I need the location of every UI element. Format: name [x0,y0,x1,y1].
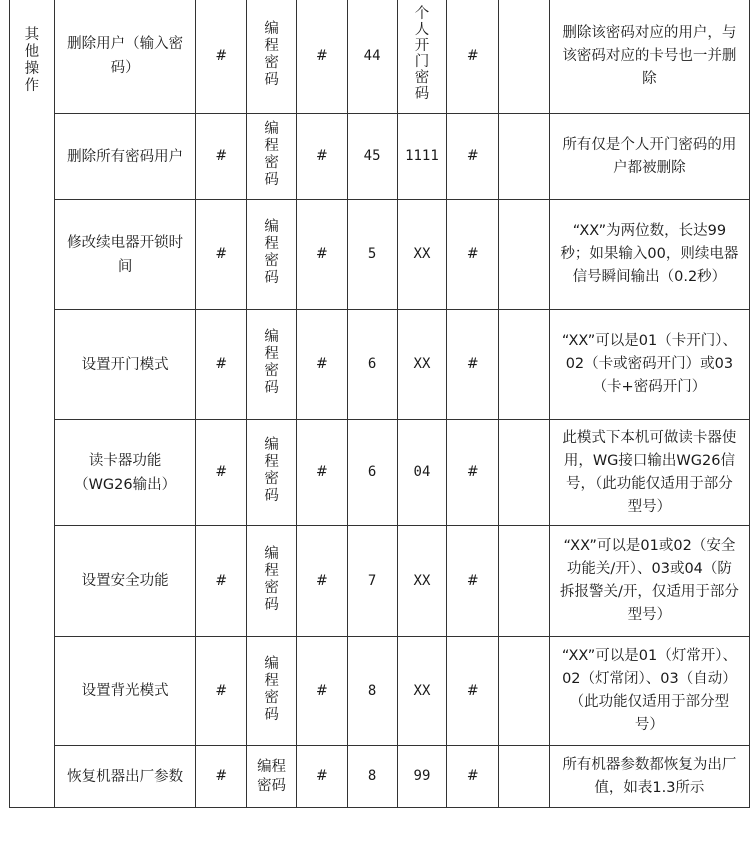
code-value: 个人开门密码 [414,6,430,102]
command-number-cell: 8 [347,746,397,808]
table-row [10,420,750,526]
code-cell: 1111 [397,114,447,200]
hash-cell: # [196,114,247,200]
action-cell [54,200,196,310]
hash-cell: # [296,746,347,808]
hash-cell: # [447,114,499,200]
table-row [10,114,750,200]
action-cell [54,637,196,746]
mode-label: 编程密码 [264,219,279,286]
hash-cell: # [447,746,499,808]
hash-cell: # [296,114,347,200]
hash-cell: # [447,0,499,114]
command-number-cell: 8 [347,637,397,746]
empty-cell [499,200,550,310]
action-cell [54,526,196,637]
action-cell [54,0,196,114]
description-cell [549,420,749,526]
hash-cell: # [196,637,247,746]
code-cell: XX [397,200,447,310]
table-row [10,526,750,637]
hash-cell: # [296,0,347,114]
hash-cell: # [296,637,347,746]
action-cell [54,114,196,200]
action-label: 读卡器功能（WG26输出） [74,452,177,493]
command-number-cell: 44 [347,0,397,114]
description-text: 删除该密码对应的用户，与该密码对应的卡号也一并删除 [562,24,737,87]
description-cell [549,746,749,808]
action-label: 删除所有密码用户 [67,148,184,165]
action-cell [54,420,196,526]
mode-cell [247,310,297,420]
code-cell: 99 [397,746,447,808]
mode-cell [247,114,297,200]
table-row [10,310,750,420]
command-number-cell: 45 [347,114,397,200]
command-number-cell: 6 [347,420,397,526]
mode-cell [247,746,297,808]
empty-cell [499,310,550,420]
empty-cell [499,420,550,526]
action-label: 恢复机器出厂参数 [67,768,184,785]
mode-label: 编程密码 [264,545,279,613]
hash-cell: # [447,637,499,746]
mode-cell [247,420,297,526]
table-row [10,637,750,746]
description-text: 此模式下本机可做读卡器使用，WG接口输出WG26信号，（此功能仅适用于部分型号） [562,429,737,515]
hash-cell: # [447,200,499,310]
empty-cell [499,526,550,637]
command-number-cell: 7 [347,526,397,637]
code-cell: XX [397,310,447,420]
mode-label: 编程密码 [264,329,279,396]
group-label: 其他操作 [24,27,40,94]
hash-cell: # [196,200,247,310]
action-cell [54,310,196,420]
mode-cell [247,637,297,746]
hash-cell: # [447,420,499,526]
description-text: 所有机器参数都恢复为出厂值，如表1.3所示 [562,756,737,796]
mode-cell [247,0,297,114]
mode-label: 编程密码 [264,655,279,723]
description-cell [549,637,749,746]
description-text: “XX”可以是01（卡开门）、02（卡或密码开门）或03（卡+密码开门） [561,333,737,395]
description-text: “XX”可以是01或02（安全功能关/开）、03或04（防拆报警关/开，仅适用于部分型号） [559,538,739,623]
table-row [10,746,750,808]
description-cell [549,310,749,420]
hash-cell: # [196,310,247,420]
hash-cell: # [196,0,247,114]
hash-cell: # [196,526,247,637]
mode-cell [247,200,297,310]
code-cell: XX [397,526,447,637]
description-text: 所有仅是个人开门密码的用户都被删除 [562,136,737,176]
hash-cell: # [296,526,347,637]
code-cell [397,0,447,114]
mode-label: 编程密码 [264,20,279,88]
hash-cell: # [296,200,347,310]
description-cell [549,114,749,200]
empty-cell [499,746,550,808]
group-label-cell [10,0,55,808]
action-label: 设置开门模式 [81,356,169,373]
empty-cell [499,114,550,200]
mode-cell [247,526,297,637]
code-cell: 04 [397,420,447,526]
action-label: 设置安全功能 [81,573,169,589]
description-cell [549,526,749,637]
code-cell: XX [397,637,447,746]
operations-table [9,0,750,808]
action-label: 设置背光模式 [81,683,169,699]
description-text: “XX”为两位数，长达99秒；如果输入00，则续电器信号瞬间输出（0.2秒） [560,223,739,285]
mode-label: 编程密码 [264,121,279,188]
command-number-cell: 5 [347,200,397,310]
empty-cell [499,0,550,114]
description-cell [549,200,749,310]
action-label: 修改续电器开锁时间 [67,234,184,275]
hash-cell: # [296,310,347,420]
description-cell [549,0,749,114]
table-row [10,200,750,310]
hash-cell: # [296,420,347,526]
description-text: “XX”可以是01（灯常开）、02（灯常闭）、03（自动）（此功能仅适用于部分型号） [561,648,737,733]
empty-cell [499,637,550,746]
action-label: 删除用户（输入密码） [67,36,184,76]
hash-cell: # [196,420,247,526]
command-number-cell: 6 [347,310,397,420]
table-row [10,0,750,114]
hash-cell: # [447,310,499,420]
action-cell [54,746,196,808]
hash-cell: # [196,746,247,808]
hash-cell: # [447,526,499,637]
mode-label: 编程密码 [264,437,279,504]
mode-label: 编程密码 [257,758,287,794]
